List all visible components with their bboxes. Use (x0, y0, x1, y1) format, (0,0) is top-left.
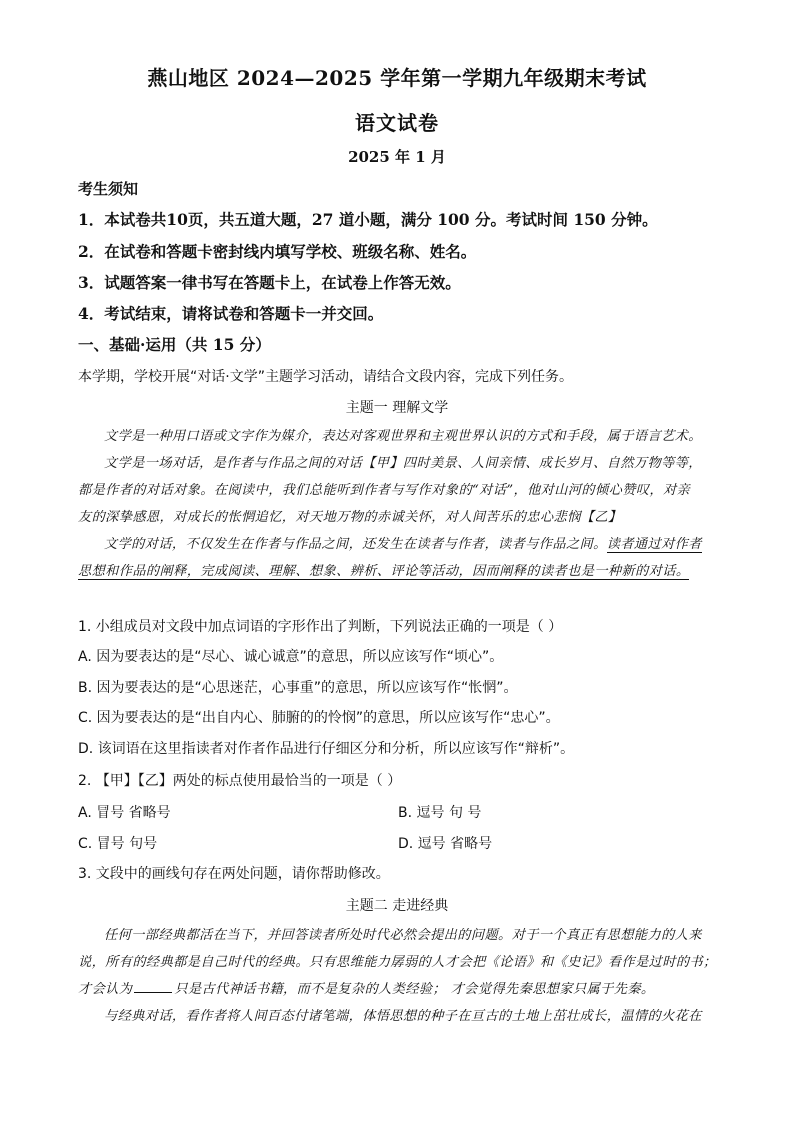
section-intro: 本学期，学校开展“对话·文学”主题学习活动，请结合文段内容，完成下列任务。 (78, 369, 573, 385)
q2-option-b: B. 逗号 句 号 (398, 805, 482, 821)
passage-line: 任何一部经典都活在当下，并回答读者所处时代必然会提出的问题。对于一个真正有思想能力的人来 (104, 928, 702, 943)
q2-option-d: D. 逗号 省略号 (398, 836, 493, 852)
passage-line: 都是作者的对话对象。在阅读中，我们总能听到作者与写作对象的“对话”，他对山河的倾心赞叹，对亲 (78, 483, 691, 498)
notice-item-4: 4．考试结束，请将试卷和答题卡一并交回。 (78, 304, 384, 323)
exam-title: 燕山地区 2024—2025 学年第一学期九年级期末考试 (147, 66, 647, 90)
q1-option-b: B. 因为要表达的是“心思迷茫，心事重”的意思，所以应该写作“怅惘”。 (78, 680, 518, 696)
question-3: 3. 文段中的画线句存在两处问题，请你帮助修改。 (78, 866, 390, 882)
topic2-heading: 主题二 走进经典 (345, 898, 449, 914)
notice-item-1: 1．本试卷共10页，共五道大题，27 道小题，满分 100 分。考试时间 150 分钟。 (78, 210, 658, 229)
exam-date: 2025 年 1 月 (348, 148, 446, 166)
section-heading: 一、基础·运用（共 15 分） (78, 335, 271, 354)
passage-line: 文学是一种用口语或文字作为媒介，表达对客观世界和主观世界认识的方式和手段，属于语言艺术。 (104, 429, 702, 444)
passage-line (78, 976, 718, 1003)
passage-line (78, 558, 718, 585)
passage-line (78, 531, 718, 558)
exam-subtitle: 语文试卷 (355, 111, 439, 135)
notice-heading: 考生须知 (78, 180, 139, 198)
underlined-sentence: 读者通过对作者 (606, 537, 702, 552)
topic2-passage (78, 922, 718, 1030)
passage-line: 说，所有的经典都是自己时代的经典。只有思维能力孱弱的人才会把《论语》和《史记》看作是过时的书； (78, 955, 717, 970)
fill-in-blank (134, 992, 172, 993)
q2-option-c: C. 冒号 句号 (78, 836, 158, 852)
passage-text: 文学的对话，不仅发生在作者与作品之间，还发生在读者与作者，读者与作品之间。 (104, 537, 607, 552)
passage-line: 与经典对话，看作者将人间百态付诸笔端，体悟思想的种子在亘古的土地上茁壮成长，温情的火花在 (104, 1009, 702, 1024)
q1-option-c: C. 因为要表达的是“出自内心、肺腑的的怜悯”的意思，所以应该写作“忠心”。 (78, 710, 560, 726)
question-1: 1. 小组成员对文段中加点词语的字形作出了判断，下列说法正确的一项是（ ） (78, 619, 563, 635)
underlined-sentence: 思想和作品的阐释，完成阅读、理解、想象、辨析、评论等活动，因而阐释的读者也是一种新的对话。 (78, 564, 690, 579)
notice-item-3: 3．试题答案一律书写在答题卡上，在试卷上作答无效。 (78, 273, 461, 292)
passage-text: 才会认为 (78, 982, 133, 997)
question-2: 2. 【甲】【乙】两处的标点使用最恰当的一项是（ ） (78, 773, 402, 789)
passage-text: 只是古代神话书籍，而不是复杂的人类经验； 才会觉得先秦思想家只属于先秦。 (174, 982, 655, 997)
notice-item-2: 2．在试卷和答题卡密封线内填写学校、班级名称、姓名。 (78, 242, 477, 261)
passage-line: 友的深挚感恩，对成长的怅惘追忆，对天地万物的赤诚关怀，对人间苦乐的忠心悲悯【乙】 (78, 510, 622, 525)
topic1-passage (78, 423, 718, 585)
topic1-heading: 主题一 理解文学 (345, 400, 449, 416)
q2-option-a: A. 冒号 省略号 (78, 805, 171, 821)
passage-line: 文学是一场对话，是作者与作品之间的对话【甲】四时美景、人间亲情、成长岁月、自然万物等等， (104, 456, 702, 471)
q1-option-d: D. 该词语在这里指读者对作者作品进行仔细区分和分析，所以应该写作“辩析”。 (78, 741, 575, 757)
q1-option-a: A. 因为要表达的是“尽心、诚心诚意”的意思，所以应该写作“顷心”。 (78, 649, 504, 665)
